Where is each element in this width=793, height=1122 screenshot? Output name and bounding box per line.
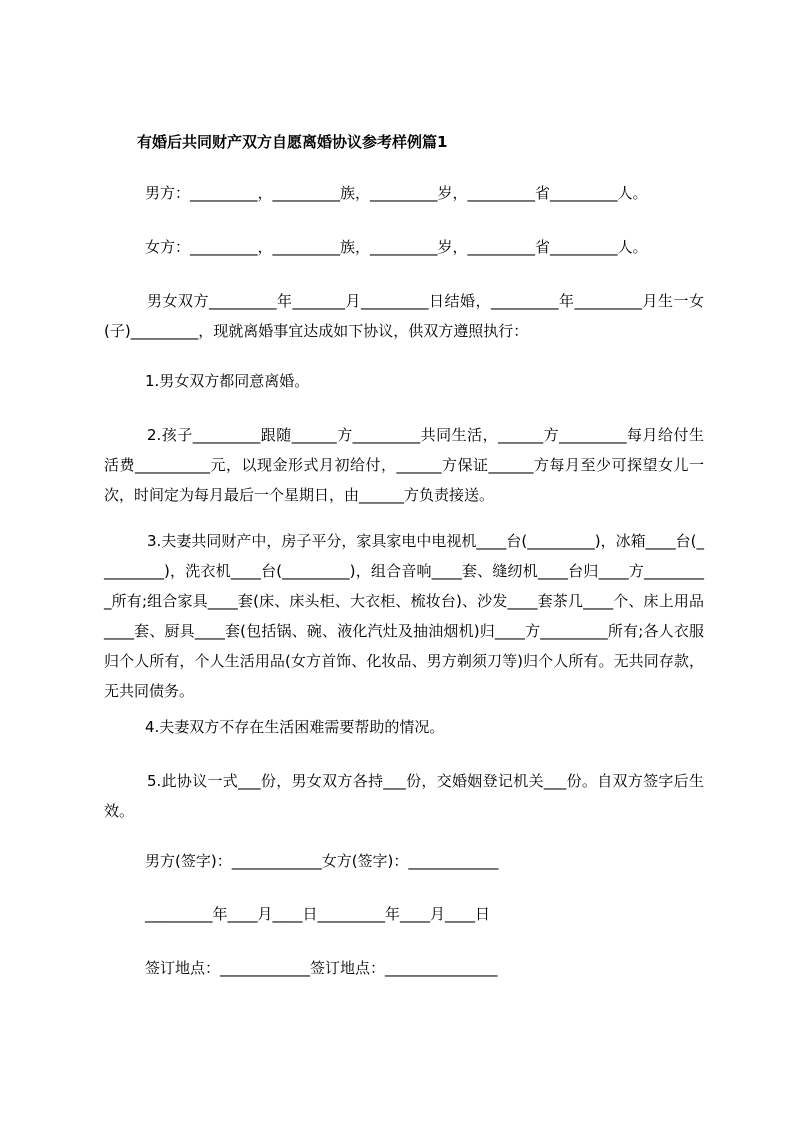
date-line: _________年____月____日_________年____月____日 [145,905,491,923]
intro-paragraph: 男女双方_________年_______月_________日结婚，_________年_________月生一女(子)_________，现就离婚事宜达成如下协议，供双方遵照执行： [104,292,704,340]
clause-5: 5.此协议一式___份，男女双方各持___份，交婚姻登记机关___份。自双方签字后生效。 [104,772,704,820]
signing-place-line: 签订地点：____________签订地点：_______________ [145,959,498,977]
female-party-line: 女方：_________，_________族，_________岁，_________省_________人。 [145,238,648,256]
clause-1: 1.男女双方都同意离婚。 [145,372,310,390]
clause-4: 4.夫妻双方不存在生活困难需要帮助的情况。 [145,718,445,736]
clause-2: 2.孩子_________跟随______方_________共同生活，______方_________每月给付生活费__________元，以现金形式月初给付，______方保证______方每月至少可探望女儿一次，时间定为每月最后一个星期日，由______方负责接送。 [104,426,704,504]
signature-line: 男方(签字)：____________女方(签字)：____________ [145,852,499,870]
clause-3: 3.夫妻共同财产中，房子平分，家具家电中电视机____台(_________)，冰箱____台(_________)，洗衣机____台(_________)，组合音响____套、缝纫机____台归____方_________所有;组合家具____套(床、床头柜、大衣柜、梳妆台)、沙发____套茶几____个、床上用品____套、厨具____套(包括锅、碗、液化汽灶及抽油烟机)归____方_________所有;各人衣服归个人所有，个人生活用品(女方首饰、化妆品、男方剃须刀等)归个人所有。无共同存款，无共同债务。 [104,532,704,700]
document-title: 有婚后共同财产双方自愿离婚协议参考样例篇1 [137,133,448,151]
male-party-line: 男方：_________，_________族，_________岁，_________省_________人。 [145,184,648,202]
